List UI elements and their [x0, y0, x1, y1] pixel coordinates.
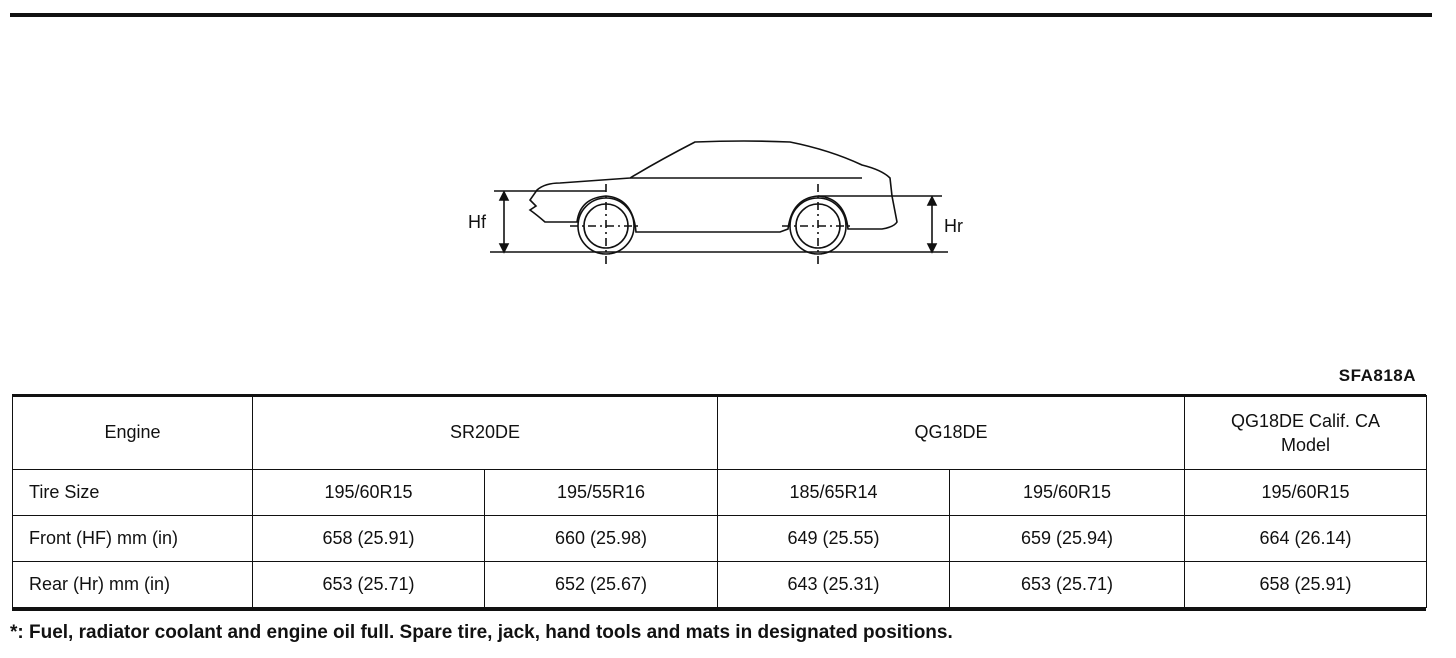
footnote: *: Fuel, radiator coolant and engine oil full. Spare tire, jack, hand tools and mats in designated positions.: [10, 622, 953, 643]
table-header-row: [13, 396, 1427, 470]
table-cell: 653 (25.71): [950, 562, 1185, 608]
table-cell: 653 (25.71): [253, 562, 485, 608]
hf-label: Hf: [468, 212, 486, 232]
figure-code: SFA818A: [1338, 366, 1416, 385]
table-cell: 660 (25.98): [485, 516, 718, 562]
hr-label: Hr: [944, 216, 963, 236]
engine-qg18de: QG18DE: [718, 396, 1185, 470]
row-label: Rear (Hr) mm (in): [13, 562, 253, 608]
table-cell: 195/60R15: [1185, 470, 1427, 516]
table-cell: 658 (25.91): [253, 516, 485, 562]
table-cell: 195/60R15: [253, 470, 485, 516]
engine-label: Engine: [13, 396, 253, 470]
vehicle-height-table: [12, 395, 1427, 608]
table-cell: 659 (25.94): [950, 516, 1185, 562]
engine-sr20de: SR20DE: [253, 396, 718, 470]
table-cell: 664 (26.14): [1185, 516, 1427, 562]
table-cell: 652 (25.67): [485, 562, 718, 608]
engine-qg18de-calif: QG18DE Calif. CA Model: [1185, 396, 1427, 470]
table-row: [13, 562, 1427, 608]
table-bottom-border: [12, 608, 1426, 611]
table-row: [13, 470, 1427, 516]
table-cell: 195/55R16: [485, 470, 718, 516]
table-cell: 185/65R14: [718, 470, 950, 516]
table-row: [13, 516, 1427, 562]
table-cell: 658 (25.91): [1185, 562, 1427, 608]
row-label: Tire Size: [13, 470, 253, 516]
table-cell: 643 (25.31): [718, 562, 950, 608]
table-cell: 649 (25.55): [718, 516, 950, 562]
row-label: Front (HF) mm (in): [13, 516, 253, 562]
table-cell: 195/60R15: [950, 470, 1185, 516]
